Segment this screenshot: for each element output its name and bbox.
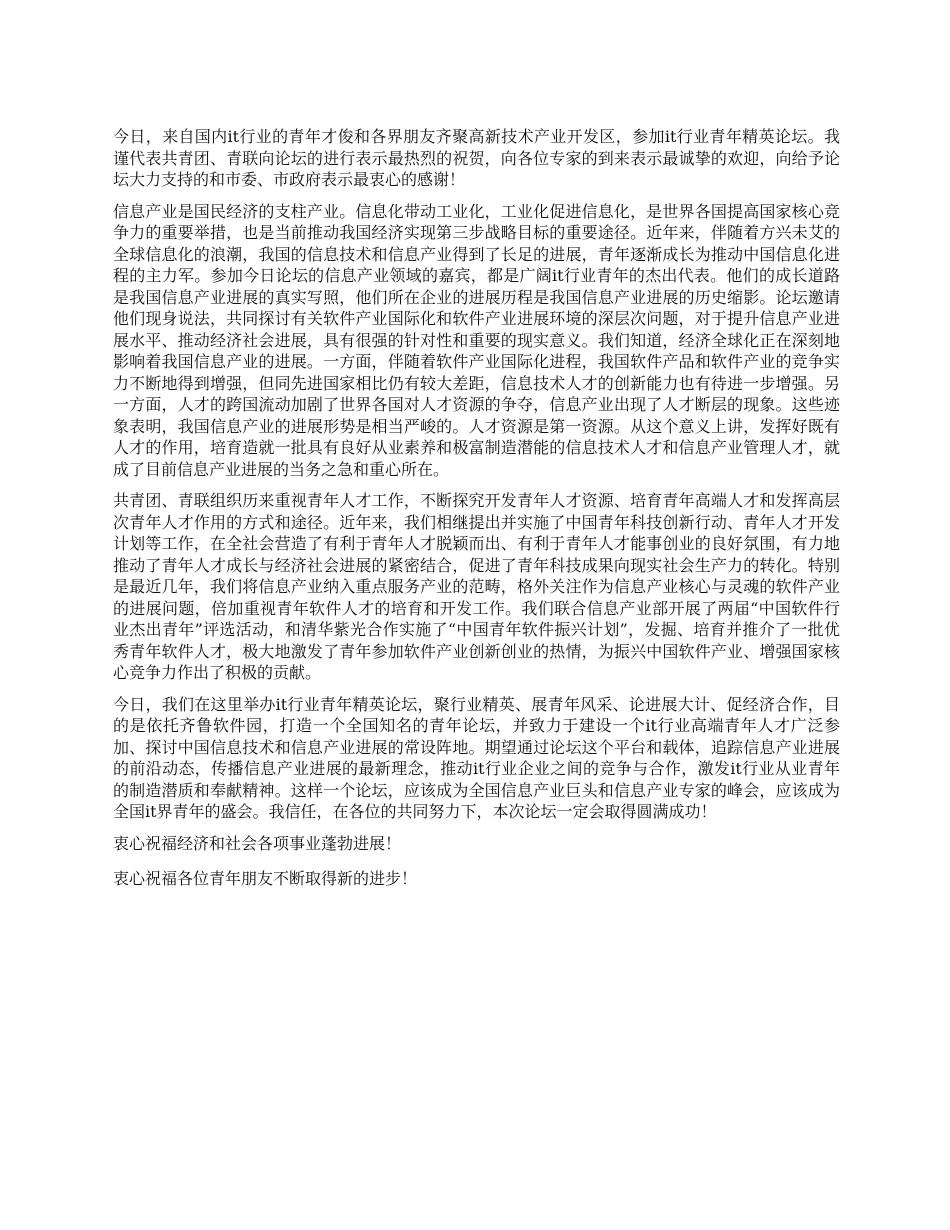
paragraph-industry: 信息产业是国民经济的支柱产业。信息化带动工业化，工业化促进信息化，是世界各国提高国家核心竞争力的重要举措，也是当前推动我国经济实现第三步战略目标的重要途径。近年来，伴随着方兴未艾的全球信息化的浪潮，我国的信息技术和信息产业得到了长足的进展，青年逐渐成长为推动中国信息化进程的主力军。参加今日论坛的信息产业领域的嘉宾，都是广阔it行业青年的杰出代表。他们的成长道路是我国信息产业进展的真实写照，他们所在企业的进展历程是我国信息产业进展的历史缩影。论坛邀请他们现身说法，共同探讨有关软件产业国际化和软件产业进展环境的深层次问题，对于提升信息产业进展水平、推动经济社会进展，具有很强的针对性和重要的现实意义。我们知道，经济全球化正在深刻地影响着我国信息产业的进展。一方面，伴随着软件产业国际化进程，我国软件产品和软件产业的竞争实力不断地得到增强，但同先进国家相比仍有较大差距，信息技术人才的创新能力也有待进一步增强。另一方面，人才的跨国流动加剧了世界各国对人才资源的争夺，信息产业出现了人才断层的现象。这些迹象表明，我国信息产业的进展形势是相当严峻的。人才资源是第一资源。从这个意义上讲，发挥好既有人才的作用，培育造就一批具有良好从业素养和极富制造潜能的信息技术人才和信息产业管理人才，就成了目前信息产业进展的当务之急和重心所在。 bbox=[113, 201, 840, 479]
paragraph-opening: 今日，来自国内it行业的青年才俊和各界朋友齐聚高新技术产业开发区，参加it行业青年精英论坛。我谨代表共青团、青联向论坛的进行表示最热烈的祝贺，向各位专家的到来表示最诚挚的欢迎，向给予论坛大力支持的和市委、市政府表示最衷心的感谢！ bbox=[113, 127, 840, 189]
paragraph-youth-work: 共青团、青联组织历来重视青年人才工作，不断探究开发青年人才资源、培育青年高端人才和发挥高层次青年人才作用的方式和途径。近年来，我们相继提出并实施了中国青年科技创新行动、青年人才开发计划等工作，在全社会营造了有利于青年人才脱颖而出、有利于青年人才能事创业的良好氛围，有力地推动了青年人才成长与经济社会进展的紧密结合，促进了青年科技成果向现实社会生产力的转化。特别是最近几年，我们将信息产业纳入重点服务产业的范畴，格外关注作为信息产业核心与灵魂的软件产业的进展问题，倍加重视青年软件人才的培育和开发工作。我们联合信息产业部开展了两届“中国软件行业杰出青年”评选活动，和清华紫光合作实施了“中国青年软件振兴计划”，发掘、培育并推介了一批优秀青年软件人才，极大地激发了青年参加软件产业创新创业的热情，为振兴中国软件产业、增强国家核心竞争力作出了积极的贡献。 bbox=[113, 491, 840, 682]
paragraph-blessing-economy: 衷心祝福经济和社会各项事业蓬勃进展！ bbox=[113, 833, 402, 853]
document-body bbox=[113, 126, 840, 904]
paragraph-blessing-youth: 衷心祝福各位青年朋友不断取得新的进步！ bbox=[113, 869, 418, 888]
paragraph-forum: 今日，我们在这里举办it行业青年精英论坛，聚行业精英、展青年风采、论进展大计、促经济合作，目的是依托齐鲁软件园，打造一个全国知名的青年论坛，并致力于建设一个it行业高端青年人才广泛参加、探讨中国信息技术和信息产业进展的常设阵地。期望通过论坛这个平台和载体，追踪信息产业进展的前沿动态，传播信息产业进展的最新理念，推动it行业企业之间的竞争与合作，激发it行业从业青年的制造潜质和奉献精神。这样一个论坛，应该成为全国信息产业巨头和信息产业专家的峰会，应该成为全国it界青年的盛会。我信任，在各位的共同努力下，本次论坛一定会取得圆满成功！ bbox=[113, 694, 840, 821]
